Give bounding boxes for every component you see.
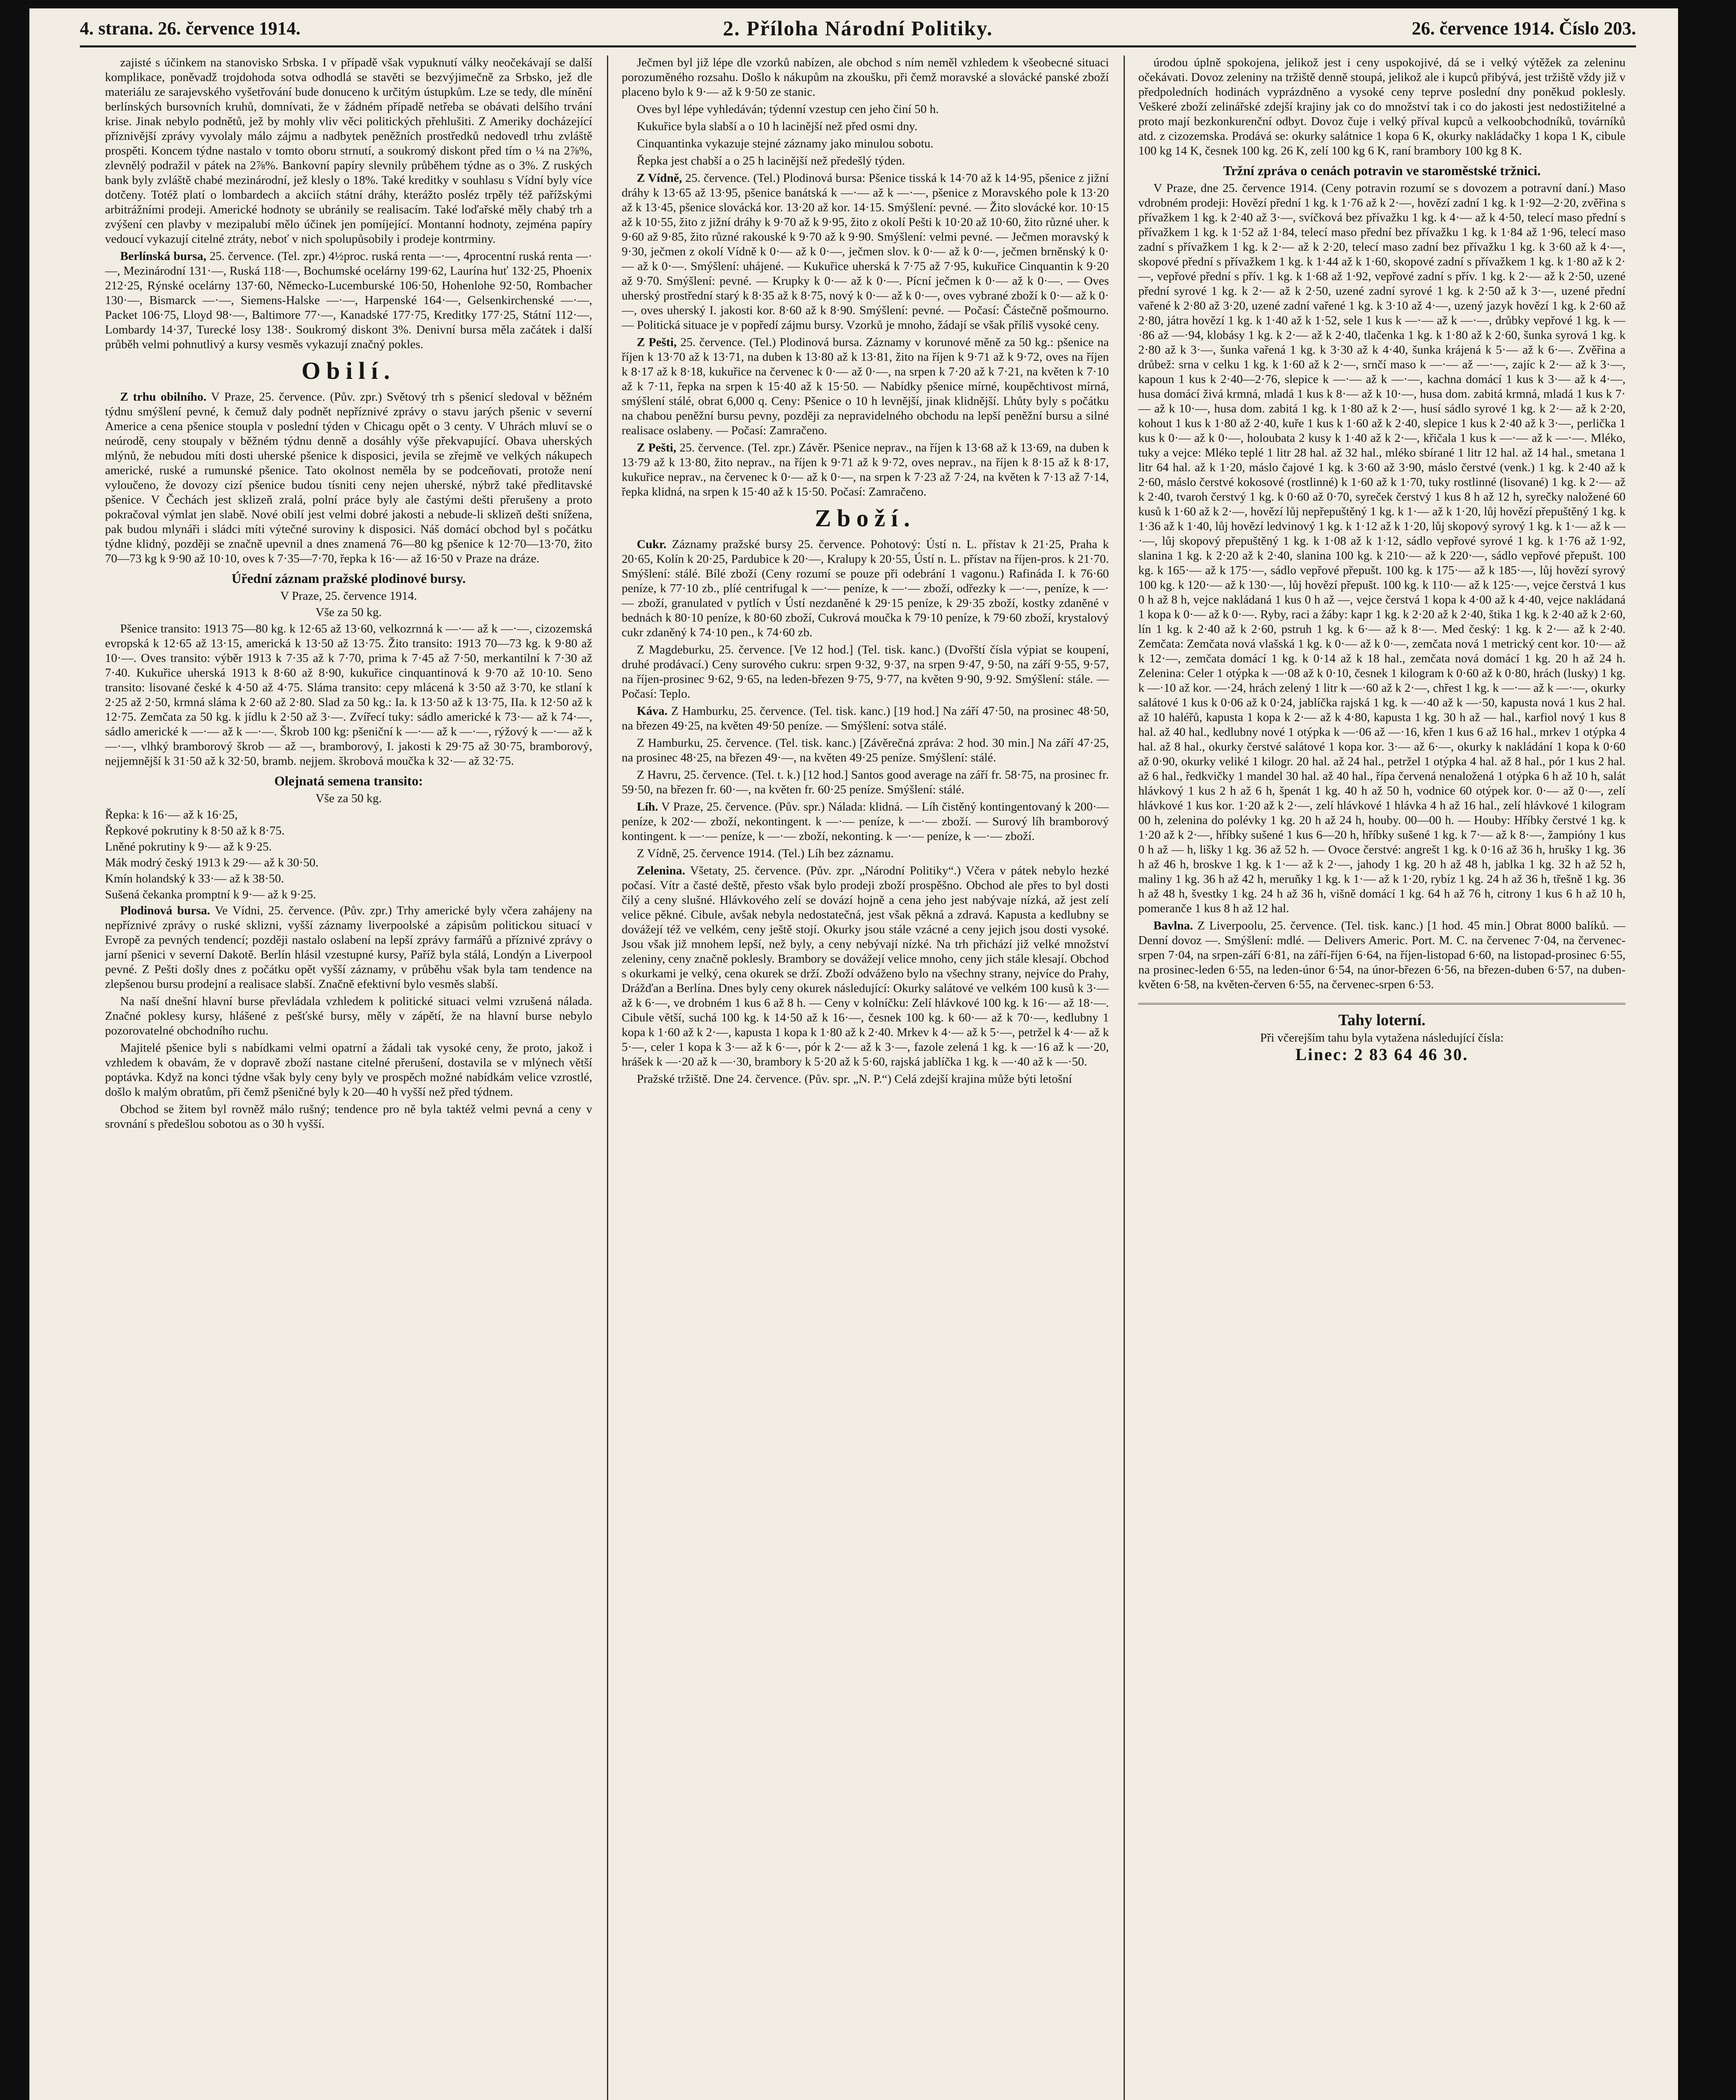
article-paragraph: Kukuřice byla slabší a o 10 h lacinější než před osmi dny. xyxy=(637,120,918,133)
section-text: 25. července. (Tel. zpr.) 4½proc. ruská renta —·—, 4procentní ruská renta —·—, Mezinárodní 131·—, Ruská 118·—, Bochumské ocelárny 199·62, Laurína huť 132·25, Phoenix 212·25, Rýnské ocelárny 137·60, Německo-Lucemburské 106·50, Hohenlohe 92·50, Rombacher 130·—, Bismarck —·—, Siemens-Halske —·—, Harpenské 164·—, Gelsenkirchenské —·—, Packet 106·75, Lloyd 98·—, Baltimore 77·—, Kanadské 177·75, Kreditky 177·25, Státní 112·—, Lombardy 14·37, Turecké losy 138·. Soukromý diskont 3%. Denivní bursa měla začátek i další průběh velmi pohnutlivý a kursy vesměs vykazují značný pokles. xyxy=(105,249,592,351)
article-paragraph: Z Magdeburku, 25. července. [Ve 12 hod.] (Tel. tisk. kanc.) (Dvořští čísla výpiat se koupení, druhé prodávací.) Ceny surového cukru: srpen 9·32, 9·37, na srpen 9·47, 9·50, na září 9·55, 9·57, na říjen-prosinec 9·62, 9·65, na leden-březen 9·75, 9·77, na květen 9·90, 9·92. Smýšlení: stále. — Počasí: Teplo. xyxy=(622,643,1109,701)
column-divider xyxy=(1124,55,1125,2100)
dateline: V Praze, 25. července 1914. xyxy=(280,589,417,603)
article-paragraph: Cinquantinka vykazuje stejné záznamy jako minulou sobotu. xyxy=(637,137,934,150)
article-paragraph: Na naší dnešní hlavní burse převládala vzhledem k politické situaci velmi vzrušená nálada. Značné poklesy kursy, hlášené z pešťské bursy, měly v zápětí, že na hlavní burse nebylo pozorovatelné obchodního ruchu. xyxy=(105,995,592,1037)
oilseed-row: Mák modrý český 1913 k 29·— až k 30·50. xyxy=(105,856,319,869)
article-paragraph: Pražské tržiště. Dne 24. července. (Pův. spr. „N. P.“) Celá zdejší krajina může býti letošní xyxy=(637,1072,1072,1086)
vienna-report xyxy=(622,171,1109,333)
section-title: Z Pešti, xyxy=(637,441,677,454)
section-title: Z Vídně, xyxy=(637,171,682,185)
article-paragraph: Majitelé pšenice byli s nabídkami velmi opatrní a žádali tak vysoké ceny, že proto, jakož i vzhledem k obavám, že v dopravě zboží nastane citelné přerušení, dostavila se v mlýnech větší poptávka. Když na konci týdne však byly ceny byly ve prospěch možné nabídkám velice vzrostlé, došlo k malým obratům, při čemž pšeničné byly k 20—40 h vyšší než před týdnem. xyxy=(105,1041,592,1099)
unit-note: Vše za 50 kg. xyxy=(315,606,382,619)
section-text: Z Liverpoolu, 25. července. (Tel. tisk. kanc.) [1 hod. 45 min.] Obrat 8000 balíků. — Denní dovoz —. Smýšlení: mdlé. — Delivers Americ. Port. M. C. na červenec 7·04, na červenec-srpen 7·04, na srpen-září 6·81, na září-říjen 6·64, na říjen-listopad 6·60, na listopad-prosinec 6·55, na prosinec-leden 6·55, na leden-únor 6·54, na únor-březen 6·56, na březen-duben 6·57, na duben-květen 6·58, na květen-červen 6·55, na červenec-srpen 6·53. xyxy=(1138,919,1626,991)
article-paragraph: Z Vídně, 25. července 1914. (Tel.) Líh bez záznamu. xyxy=(637,847,894,860)
market-report-heading: Tržní zpráva o cenách potravin ve staroměstské tržnici. xyxy=(1223,163,1541,178)
section-text: V Praze, 25. července. (Pův. zpr.) Světový trh s pšenicí sledoval v běžném týdnu smýšlení pevné, k čemuž daly podnět nepříznivé zprávy o stavu jarých pšenic v severní Americe a cena pšenice stoupla v poslední týden v Chicagu opět o 3 centy. V Uhrách mluví se o neúrodě, ceny stoupaly v běžném týdnu denně a dosáhly výše překvapující. Obava uherských mlýnů, že nebudou míti dosti uherské pšenice k disposici, jevila se zřejmě ve velkých nákupech americké, ruské a rumunské pšenice. Tato okolnost neměla by se podceňovati, protože není vyloučeno, že dovozy cizí pšenice budou tísniti ceny nejen uherské, nýbrž také předlitavské pšenice. V Čechách jest sklizeň zralá, polní práce byly ale častými dešti přerušeny a proto pokračoval výmlat jen slabě. Nové obilí jest velmi dobré jakosti a nebude-li sklizeň dešti snížena, pak budou mlynáři i sládci míti výtečné suroviny k disposici. Náš domácí obchod byl s počátku týdne klidný, později se značně upevnil a dnes znamená 76—80 kg pšenice k 12·70—13·70, žito 70—73 kg k 9·90 až 10·10, oves k 7·35—7·70, řepka k 16·— až 16·50 v Praze na dráze. xyxy=(105,390,592,565)
commodity-bourse xyxy=(105,903,592,992)
section-text: Z Hamburku, 25. července. (Tel. tisk. kanc.) [19 hod.] Na září 47·50, na prosinec 48·50, na březen 49·25, na květen 49·50 peníze. — Smýšlení: sotva stálé. xyxy=(622,704,1109,732)
article-paragraph: Řepka jest chabší a o 25 h lacinější než předešlý týden. xyxy=(637,154,905,168)
section-title: Plodinová bursa. xyxy=(120,904,210,917)
section-title: Zelenina. xyxy=(637,864,685,877)
column-divider xyxy=(607,55,608,2100)
column-3 xyxy=(1138,55,1626,2100)
lottery-heading: Tahy loterní. xyxy=(1338,1011,1426,1029)
section-title: Káva. xyxy=(637,704,668,718)
section-text: 25. července. (Tel.) Plodinová bursa. Záznamy v korunové měně za 50 kg.: pšenice na říjen k 13·70 až k 13·71, na duben k 13·80 až k 13·81, žito na říjen k 9·71 až k 9·72, oves na říjen k 8·17 až k 8·18, kukuřice na červenec k 0·— až 0·—, na srpen k 7·20 až k 7·21, na květen k 7·10 až k 7·11, řepka na srpen k 15·40 až k 15·50. — Nabídky pšenice mírné, koupěchtivost mírná, smýšlení stálé, obrat 6,000 q. Ceny: Pšenice o 10 h levnější, jinak klidnější. Lhůty byly s počátku na chabou peněžní bursu pevny, později za nepravidelného obchodu na lepší peněžní bursu a silné realisace oslabeny. — Počasí: Zamračeno. xyxy=(622,336,1109,437)
official-record-text: Pšenice transito: 1913 75—80 kg. k 12·65 až 13·60, velkozrnná k —·— až k —·—, cizozemská evropská k 12·65 až 13·15, americká k 13·50 až 13·75. Žito transito: 1913 70—73 kg. k 9·80 až 10·—. Oves transito: výběr 1913 k 7·35 až k 7·70, prima k 7·45 až 7·50, merkantilní k 7·30 až 7·40. Kukuřice uherská 1913 k 8·60 až 8·90, kukuřice cinquantinová k 9·70 až 10·10. Seno transito: lisované české k 4·50 až 4·75. Sláma transito: cepy mlácená k 3·50 až 3·70, ke stlaní k 2·25 až 2·50, krmná sláma k 2·60 až 2·80. Slad za 50 kg.: Ia. k 13·50 až k 13·75, IIa. k 12·50 až k 12·75. Zemčata za 50 kg. k jídlu k 2·50 až 3·—. Zvířecí tuky: sádlo americké k 73·— až k 74·—, sádlo americké k —·— až k —·—. Škrob 100 kg: pšeniční k —·— až k —·—, rýžový k —·— až k —·—, vlhký bramborový škrob — až —, bramborový, I. jakosti k 29·75 až 30·75, bramborový, nejjemnější k 31·50 až k 32·50, bramb. nejjem. škrobová moučka k 32·— až 32·75. xyxy=(105,622,592,768)
lottery-numbers: Linec: 2 83 64 46 30. xyxy=(1295,1045,1468,1064)
article-paragraph: Obchod se žitem byl rovněž málo rušný; tendence pro ně byla taktéž velmi pevná a ceny v srovnání s předešlou sobotou as o 30 h vyšší. xyxy=(105,1102,592,1131)
oilseed-row: Sušená čekanka promptní k 9·— až k 9·25. xyxy=(105,888,316,901)
oilseed-row: Kmín holandský k 33·— až k 38·50. xyxy=(105,872,284,885)
oilseed-row: Lněné pokrutiny k 9·— až k 9·25. xyxy=(105,840,272,853)
official-record-heading: Úřední záznam pražské plodinové bursy. xyxy=(231,571,466,586)
cotton-report xyxy=(1138,919,1626,992)
coffee-report xyxy=(622,704,1109,733)
section-title: Z Pešti, xyxy=(637,336,677,349)
section-title: Líh. xyxy=(637,800,658,814)
article-paragraph: Ječmen byl již lépe dle vzorků nabízen, ale obchod s ním neměl vzhledem k všeobecné situaci porozuměného rozsahu. Došlo k nákupům na zkoušku, při čemž moravské a slovácké panské zboží placeno bylo k 9·— až k 9·50 ze stanic. xyxy=(622,56,1109,99)
section-text: 25. července. (Tel. zpr.) Závěr. Pšenice neprav., na říjen k 13·68 až k 13·69, na duben k 13·79 až k 13·80, žito neprav., na říjen k 9·71 až k 9·72, oves neprav., na říjen k 8·15 až k 8·17, kukuřice neprav., na červenec k 0·— až k 0·—, na srpen k 7·23 až 7·24, na květen k 7·13 až 7·14, řepka klidná, na srpen k 15·40 až k 15·50. Počasí: Zamračeno. xyxy=(622,441,1109,499)
column-1 xyxy=(105,55,592,2100)
sugar-report xyxy=(622,537,1109,640)
oilseed-row: Řepkové pokrutiny k 8·50 až k 8·75. xyxy=(105,824,285,837)
lottery-subtitle: Při včerejším tahu byla vytažena následující čísla: xyxy=(1260,1031,1504,1045)
section-title: Z trhu obilního. xyxy=(120,390,207,404)
article-paragraph: Oves byl lépe vyhledáván; týdenní vzestup cen jeho činí 50 h. xyxy=(637,102,939,116)
section-title: Bavlna. xyxy=(1153,919,1193,932)
header-title: 2. Příloha Národní Politiky. xyxy=(723,16,993,40)
lottery-box xyxy=(1138,1003,1626,1062)
section-text: 25. července. (Tel.) Plodinová bursa: Pšenice tisská k 14·70 až k 14·95, pšenice z jižní dráhy k 13·65 až 13·95, pšenice banátská k —·— až k —·—, pšenice z Moravského pole k 13·20 až k 13·45, pšenice slovácká kor. 13·20 až kor. 14·15. Smýšlení: pevné. — Žito slovácké kor. 10·15 až k 10·55, žito z jižní dráhy k 9·70 až k 9·95, žito z okolí Pešti k 10·20 až 10·60, žito různé uher. k 9·60 až 9·85, žito různé rakouské k 9·70 až k 9·90. Smýšlení: velmi pevné. — Ječmen moravský k 9·30, ječmen z okolí Vídně k 0·— až k 0·—, ječmen slov. k 0·— až k 0·—, ječmen brněnský k 0·— až k 0·—. Smýšlení: uhájené. — Kukuřice uherská k 7·75 až 7·95, kukuřice Cinquantin k 9·20 až 9·70. Smýšlení: pevné. — Krupky k 0·— až k 0·—. Pícní ječmen k 0·— až k 0·—. — Oves uherský prostřední starý k 8·35 až k 8·75, nový k 0·— až k 0·—, oves vybrané zboží k 0·— až k 0·—, oves uherský I. jakosti kor. 8·60 až k 8·90. Smýšlení: pevné. — Počasí: Částečně pošmourno. — Politická situace je v popředí zájmu bursy. Vzorků je mnoho, žádají se však příliš vysoké ceny. xyxy=(622,171,1109,332)
grain-market xyxy=(105,390,592,566)
section-heading-obili: Obilí. xyxy=(301,357,396,384)
section-text: Ve Vídni, 25. července. (Pův. zpr.) Trhy americké byly včera zahájeny na nepříznivé zprávy o ruské sklizni, vyšší záznamy liverpoolské a zápisům politickou situací v Evropě za pevných tendencí; později nastalo oslabení na lepší zprávy farmářů a příznivé zprávy o jarní pšenici v severní Dakotě. Berlín hlásil vzestupné kursy, Paříž byla stálá, Londýn a Liverpool pevné. Z Pešti došly dnes z počátku opět vyšší záznamy, v průběhu však byla tam tendence na zlepšenou bursu prodejní a realisace slabší. Značně efektivní bylo vesměs slabší. xyxy=(105,904,592,991)
oilseed-row: Řepka: k 16·— až k 16·25, xyxy=(105,808,238,822)
section-title: Cukr. xyxy=(637,538,667,551)
header-left: 4. strana. 26. července 1914. xyxy=(80,18,301,39)
header-right: 26. července 1914. Číslo 203. xyxy=(1412,18,1636,39)
section-text: Záznamy pražské bursy 25. července. Pohotový: Ústí n. L. přístav k 21·25, Praha k 20·65, Kolín k 20·25, Pardubice k 20·—, Kralupy k 20·55, Ústí n. L. přístav na říjen-pros. k 21·70. Smýšlení: stálé. Bílé zboží (Ceny rozumí se pouze při odebrání 1 vagonu.) Rafináda I. k 76·60 peníze, k 77·10 zb., plíé centrifugal k —·— peníze, k —·— zboží, odřezky k —·—, peníze, k —·— zboží, granulated v pytlích v Ústí nezdaněné k 29·15 peníze, k 29·35 zboží, kostky zdaněné v bednách k 80·10 peníze, k 80·60 zboží, Cukrová moučka k 79·10 peníze, k 79·60 zboží, krystalový cukr zdaněný k 74·10 pen., k 74·60 zb. xyxy=(622,538,1109,639)
section-heading-zbozi: Zboží. xyxy=(814,504,916,532)
unit-note: Vše za 50 kg. xyxy=(315,792,382,805)
section-text: V Praze, 25. července. (Pův. spr.) Nálada: klidná. — Líh čistěný kontingentovaný k 200·— peníze, k 202·— zboží, nekontingent. k —·— peníze, k —·— zboží. — Surový líh bramborový kontingent. k —·— peníze, k —·— zboží, nekonting. k —·— peníze, k —·— zboží. xyxy=(622,800,1109,843)
article-paragraph: Z Havru, 25. července. (Tel. t. k.) [12 hod.] Santos good average na září fr. 58·75, na prosinec fr. 59·50, na březen fr. 60·—, na květen fr. 60·25 peníze. Smýšlení: stálé. xyxy=(622,768,1109,796)
article-paragraph: zajisté s účinkem na stanovisko Srbska. I v případě však vypuknutí války neočekávají se další komplikace, poněvadž trojdohoda sotva odhodlá se stavěti se bezvýjimečně za Srbsko, jež dle materiálu ze sarajevského vyšetřování bude donuceno k určitým ústupkům. Lze se tedy, dle mínění berlínských bursovních kruhů, domnívati, že v žádném případě netřeba se obávati delšího trvání krise. Jinak nebylo podnětů, jež by mohly vliv věci politických přehlušiti. Z Ameriky docházející příznivější zprávy vyvolaly málo zájmu a nadbytek peněžních prostředků nedovedl trhu zvláště prospěti. Koncem týdne nastalo v tomto oboru strnutí, a soukromý diskont před tím o ¼ na 2⅞%, zlevnělý podražil v pátek na 2⅞%. Bankovní papíry slevnily průběhem týdne as o 3%. Z ruských bank byly zvláště chabé mezinárodní, jež klesly o 18%. Také kreditky v souhlasu s Vídní byly více dotčeny. Totéž platí o lombardech a akciích státní dráhy, kterážto posléz trpěly též pařížskými arbitrážními prodeji. Americké hodnoty se ubránily se realisacím. Také loďařské měly chabý trh a zvýšení cen plavby v mezipalubí mělo účinek jen pomíjející. Montanní hodnoty, zejména papíry vedoucí vykazují citelné ztráty, neboť v nich spolupůsobily i prodeje kontrminy. xyxy=(105,56,592,246)
oilseeds-heading: Olejnatá semena transito: xyxy=(274,773,423,788)
section-title: Berlínská bursa, xyxy=(120,249,207,263)
berlin-bourse xyxy=(105,249,592,352)
article-paragraph: úrodou úplně spokojena, jelikož jest i ceny uspokojivé, dá se i velký výtěžek za zeleninu očekávati. Dovoz zeleniny na tržiště denně stoupá, jelikož ale i kupců přibývá, jest tržiště vždy již v předpoledních hodinách vyprázdněno a vysoké ceny teprve poslední dny poněkud poklesly. Veškeré zboží zelinářské zdejší krajiny jak co do množství tak i co do jakosti jest nedostižitelné a proto mají bezkonkurenční odbyt. Dovoz čuje i velký příval kupců a velkoobchodníků, továrníků atd. z cizozemska. Prodává se: okurky salátnice 1 kopa 6 K, okurky nakládačky 1 kopa 1 K, cibule 100 kg 14 K, česnek 100 kg. 26 K, zelí 100 kg 6 K, raní brambory 100 kg 8 K. xyxy=(1138,56,1626,158)
vegetable-report xyxy=(622,864,1109,1069)
page-header xyxy=(80,16,1636,47)
market-price-list: V Praze, dne 25. července 1914. (Ceny potravin rozumí se s dovozem a potravní daní.) Maso vdrobném prodeji: Hovězí přední 1 kg. k 1·76 až k 2·—, hovězí zadní 1 kg. k 1·92—2·20, zvěřina s přívažkem 1 kg. k 2·40 až 3·—, svíčková bez přívažku 1 kg. k 4·— až k 4·50, telecí maso přední s přívažkem 1 kg. k 1·52 až 1·84, telecí maso přední bez přívažku 1 kg. k 1·84 až 1·96, telecí maso zadní s přívažkem 1 kg. k 2·— až k 2·20, telecí maso zadní bez přívažku 1 kg. k 3·60 až k 4·—, skopové přední s přívažkem 1 kg. k 1·44 až k 1·60, skopové zadní s přívažkem 1 kg. k 1·80 až k 2·—, vepřové přední s přív. 1 kg. k 1·68 až 1·92, vepřové zadní s přív. 1 kg. k 2·— až k 2·50, uzené přední syrové 1 kg. k 2·— až k 2·50, uzené zadní syrové 1 kg. k 2·50 až k 3·—, uzené přední vařené k 2·80 až 3·20, uzené zadní vařené 1 kg. k 3·10 až 4·—, uzený jazyk hovězí 1 kg. k 2·60 až 2·80, játra hovězí 1 kg. k 1·40 až k 1·52, sele 1 kus k —·— až k —·—, drůbky vepřové 1 kg. k —·86 až —·94, klobásy 1 kg. k 2·— až k 2·40, tlačenka 1 kg. k 1·80 až k 2·60, šunka syrová 1 kg. k 2·80 až k 3·—, šunka vařená 1 kg. k 3·30 až k 4·40, šunka krájená k 5·— až k 6·—. Zvěřina a drůbež: srna v celku 1 kg. k 1·60 až k 2·—, srnčí maso k —·— až —·—, zajíc k 2·— až k 3·—, kapoun 1 kus k 2·40—2·76, slepice k —·— až k —·—, kachna domácí 1 kus k 3·— až k 4·—, husa domácí živá krmná, mladá 1 kus k 8·— až k 10·—, husa dom. zabitá krmná, mladá 1 kus k 7·— až k 10·—, husa dom. zabitá 1 kg. k 1·80 až k 2·—, husí sádlo syrové 1 kg. k 2·— až k 2·20, kohout 1 kus k 1·80 až 2·40, kuře 1 kus k 1·60 až k 2·40, slepice 1 kus k 2·40 až k 3·—, perlička 1 kus k 0·— až k 0·—, holoubata 2 kusy k 1·40 až k 2·—, křičala 1 kus k —·— až k —·—. Mléko, tuky a vejce: Mléko teplé 1 litr 28 hal. až 32 hal., mléko sbírané 1 litr 12 hal. až 14 hal., smetana 1 litr 64 hal. až k 1·20, máslo čajové 1 kg. k 3·60 až 3·90, máslo čerstvé (venk.) 1 kg. k 2·40 až k 2·60, máslo čerstvé kokosové (rostlinné) k 1·60 až k 1·70, tuky rostlinné (lisované) 1 kg. k 2·— až k 2·40, tvaroh čerstvý 1 kg. k 0·60 až 0·70, syreček čerstvý 1 kus 8 h až 12 h, syrečky naložené 60 kusů k 1·60 až k 2·—, hovězí lůj nepřepuštěný 1 kg. k 1·— až k 1·20, lůj hovězí přepuštěný 1 kg. k 1·36 až k 1·40, lůj hovězí ledvinový 1 kg. k 1·12 až k 1·20, lůj skopový syrový 1 kg. k 1·— až k —·—, lůj skopový přepuštěný 1 kg. k 1·08 až k 1·12, sádlo vepřové syrové 1 kg. k 1·76 až 1·92, slanina 1 kg. k 2·20 až k 2·40, slanina 100 kg. k 210·— až k 220·—, sádlo vepřové přepušt. 100 kg. k 165·— až k 175·—, sádlo vepřové přepušt. 100 kg. k 175·— až k 185·—, lůj hovězí syrový 100 kg. k 120·— až k 130·—, lůj hovězí přepušt. 100 kg. k 110·— až k 125·—, vejce čerstvá 1 kus 0 h až 8 h, vejce nakládaná 1 kus 0 h až —, vejce čerstvá 1 kopa k 4·00 až k 4·40, vejce nakládaná 1 kopa k 0·— až k 0·—. Ryby, raci a žáby: kapr 1 kg. k 2·20 až k 2·40, štika 1 kg. k 2·40 až k 2·60, lín 1 kg. k 2·40 až k 2·60, pstruh 1 kg. k 6·— až k 8·—. Med český: 1 kg. k 2·— až k 2·40. Zemčata: Zemčata nová vlašská 1 kg. k 0·— až k 0·—, zemčata nová 1 metrický cent kor. 10·— až k 12·—, zemčata domácí 1 kg. k 0·14 až k 18 hal., zemčata nová domácí 1 kg. 20 h až 24 h. Zelenina: Celer 1 otýpka k —·08 až k 0·10, česnek 1 kilogram k 0·60 až k 0·80, hrách (lusky) 1 kg. k —·10 až kor. —·24, hrách zelený 1 litr k —·60 až k 2·—, chřest 1 kg. k —·— až k —·—, okurky salátové 1 kus k 0·06 až k 0·24, jablíčka rajská 1 kg. k —·40 až k —·50, kapusta nová 1 kus 2 hal. až 10 haléřů, kapusta 1 kopa k 2·— až k 4·80, kapusta 1 kg. 30 h až — hal., karfiol nový 1 kus 8 hal. až 40 hal., kedlubny nové 1 otýpka k —·06 až —·16, křen 1 kus 6 až 16 hal., mrkev 1 otýpka 4 hal. až 8 hal., okurky čerstvé salátové 1 kopa kor. 3·— až 6·—, okurky k nakládání 1 kopa k 0·60 až 0·90, okurky veliké 1 kilogr. 20 hal. až 24 hal., petržel 1 otýpka 4 hal. až 8 hal., pór 1 kus 2 hal. až 6 hal., ředkvičky 1 mandel 30 hal. až 40 hal., řípa červená nenaložená 1 otýpka 6 h až 10 h, salát hlávkový 1 kus 2 h až 6 h, špenát 1 kg. 40 h až 50 h, vodnice 60 otýpek kor. 0·— až 0·—, zelí hlávkové 1 kus kor. 1·20 až k 2·—, zelí hlávkové 1 hlávka 4 h až 16 hal., zelí hlávkové 1 kilogram 00 h, zelenina do polévky 1 kg. 20 h až 24 h, houby. 00—00 h. — Houby: Hříbky čerstvé 1 kg. k 1·20 až k 2·—, hříbky sušené 1 kus 6—20 h, hříbky sušené 1 kg. k 7·— až k 8·—, žampióny 1 kus 0 h až — h, lišky 1 kg. 36 až 52 h. — Ovoce čerstvé: angrešt 1 kg. k 0·16 až 36 h, hrušky 1 kg. 36 h až 46 h, broskve 1 kg. k 1·— až k 2·—, jahody 1 kg. 20 h až 48 h, jablka 1 kg. 32 h až 52 h, maliny 1 kg. 36 h až 42 h, meruňky 1 kg. k 1·— až k 1·20, rybíz 1 kg. 24 h až 36 h, třešně 1 kg. 36 h až 48 h, švestky 1 kg. 24 h až 36 h, višně domácí 1 kg. 64 h až 76 h, citrony 1 kus 6 h až 10 h, pomeranče 1 kus 8 h až 12 hal. xyxy=(1138,181,1626,915)
spirits-report xyxy=(622,800,1109,844)
column-2 xyxy=(622,55,1109,2100)
article-paragraph: Z Hamburku, 25. července. (Tel. tisk. kanc.) [Závěrečná zpráva: 2 hod. 30 min.] Na září 47·25, na prosinec 48·25, na březen 49·—, na květen 49·25 peníze. Smýšlení: stálé. xyxy=(622,736,1109,764)
section-text: Všetaty, 25. července. (Pův. zpr. „Národní Politiky“.) Včera v pátek nebylo hezké počasí. Vítr a časté deště, přesto však bylo prodeji zboží prospěšno. Obchod ale přes to byl dosti čilý a ceny slušné. Hlávkového zelí se dovází hojně a cena jeho jest nabývaje nízká, až jest zelí velice pěkné. Cibule, avšak nebyla nedostatečná, jest však pěkná a zdravá. Kapusta a kedlubny se dovážejí též ve velkém, ceny ještě stojí. Okurky jsou stále vzácné a ceny jejich jsou dosti vysoké. Jsou však již mnohem lepší, než byly, a ceny nebývají nízké. Na trh přichází již velké množství zeleniny, ceny značně poklesly. Brambory se dovážejí velice mnoho, ceny jich stále klesají. Obchod s okurkami je velký, cena okurek se drží. Zboží odváženo bylo na všechny strany, nejvíce do Prahy, Drážďan a Berlína. Dnes byly ceny okurek následující: Okurky salátové ve velkém 100 kusů k 3·— až k 6·—, ve drobném 1 kus 6 až 8 h. — Ceny v kolníčku: Zelí hlávkové 100 kg. k 16·— až 18·—. Cibule větší, suchá 100 kg. k 14·50 až k 16·—, česnek 100 kg. k 60·— až k 70·—, kedlubny 1 kopa k 1·60 až k 2·—, kapusta 1 kopa k 1·80 až k 2·40. Mrkev k 4·— až k 5·—, petržel k 4·— až k 5·—, celer 1 kopa k 3·— až k 6·—, pór k 2·— až k 3·—, fazole zelená 1 kg. k —·16 až k —·20, hrášek k —·20 až k —·30, brambory k 5·20 až k 5·60, rajská jablíčka 1 kg. k —·40 až k —·50. xyxy=(622,864,1109,1068)
budapest-report xyxy=(622,441,1109,499)
newspaper-page xyxy=(29,8,1678,2100)
budapest-report xyxy=(622,335,1109,438)
